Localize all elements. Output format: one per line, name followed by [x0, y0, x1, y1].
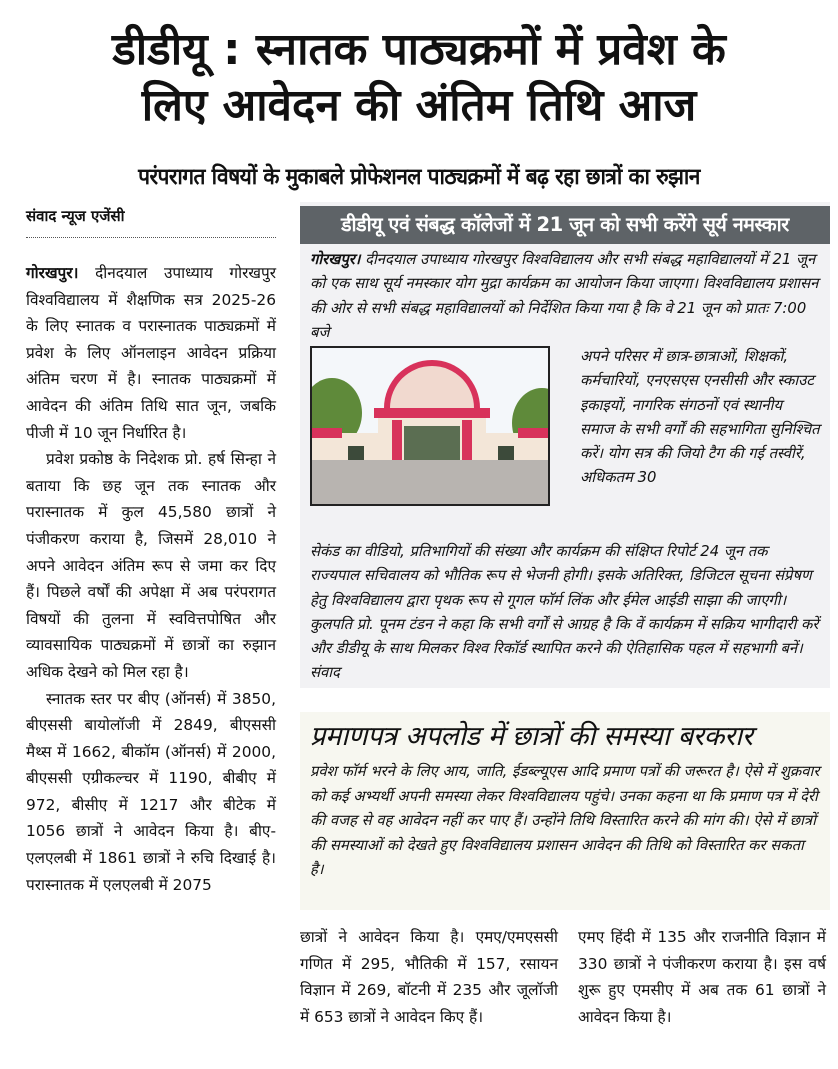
yoga-text-bottom: सेकंड का वीडियो, प्रतिभागियों की संख्या और कार्यक्रम की संक्षिप्त रिपोर्ट 24 जून तक राज्यपाल सचिवालय को भौतिक रूप से भेजनी होगी। इसके अतिरिक्त, डिजिटल सूचना संप्रेषण हेतु विश्वविद्यालय द्वारा पृथक रूप से गूगल फॉर्म लिंक और ईमेल आईडी साझा की जाएगी। कुलपति प्रो. पूनम टंडन ने कहा कि सभी वर्गों से आग्रह है कि वें कार्यक्रम में सक्रिय भागीदारी करें और डीडीयू के साथ मिलकर विश्व रिकॉर्ड स्थापित करने की ऐतिहासिक पहल में सहभागी बनें। संवाद — [310, 543, 819, 682]
university-gate-photo — [310, 346, 550, 506]
byline: संवाद न्यूज एजेंसी — [26, 205, 276, 238]
article-paragraph-2: प्रवेश प्रकोष्ठ के निदेशक प्रो. हर्ष सिन्हा ने बताया कि छह जून तक स्नातक और परास्नातक में कुल 45,580 छात्रों ने पंजीकरण कराया है, जिसमें 28,010 ने अपने आवेदन अंतिम रूप से जमा कर दिए हैं। पिछले वर्षों की अपेक्षा में अब परंपरागत विषयों की तुलना में स्ववित्तपोषित और व्यावसायिक पाठ्यक्रमों में छात्रों का रुझान अधिक देखने को मिल रहा है। — [26, 450, 276, 681]
subheadline: परंपरागत विषयों के मुकाबले प्रोफेशनल पाठ्यक्रमों में बढ़ रहा छात्रों का रुझान — [138, 164, 700, 190]
headline — [0, 22, 838, 134]
yoga-text-top-content: दीनदयाल उपाध्याय गोरखपुर विश्वविद्यालय और सभी संबद्ध महाविद्यालयों में 21 जून को एक साथ सूर्य नमस्कार योग मुद्रा कार्यक्रम का आयोजन किया जाएगा। विश्वविद्यालय प्रशासन की ओर से सभी संबद्ध महाविद्यालयों को निर्देशित किया गया है कि वे 21 जून को प्रातः 7:00 बजे — [310, 251, 819, 341]
dateline: गोरखपुर। — [26, 264, 79, 282]
main-article-column-3: एमए हिंदी में 135 और राजनीति विज्ञान में 330 छात्रों ने पंजीकरण कराया है। इस वर्ष शुरू हुए एमसीए में अब तक 61 छात्रों ने आवेदन किया है। — [578, 928, 826, 1026]
yoga-text-top — [310, 248, 820, 345]
yoga-box-title: डीडीयू एवं संबद्ध कॉलेजों में 21 जून को सभी करेंगे सूर्य नमस्कार — [300, 206, 830, 244]
certificate-box-body: प्रवेश फॉर्म भरने के लिए आय, जाति, ईडब्ल्यूएस आदि प्रमाण पत्रों की जरूरत है। ऐसे में शुक्रवार को कई अभ्यर्थी अपनी समस्या लेकर विश्वविद्यालय पहुंचे। उनका कहना था कि प्रमाण पत्र में देरी की वजह से वह आवेदन नहीं कर पाए हैं। उन्होंने तिथि विस्तारित करने की मांग की। ऐसे में छात्रों की समस्याओं को देखते हुए विश्वविद्यालय प्रशासन आवेदन की तिथि को विस्तारित कर सकता है। — [310, 763, 820, 878]
yoga-text-side: अपने परिसर में छात्र-छात्राओं, शिक्षकों, कर्मचारियों, एनएसएस एनसीसी और स्काउट इकाइयों, नागरिक संगठनों एवं स्थानीय समाज के सभी वर्गों की सहभागिता सुनिश्चित करें। योग सत्र की जियो टैग की गई तस्वीरें, अधिकतम 30 — [580, 348, 820, 487]
yoga-sidebar-box — [300, 202, 830, 688]
paragraph-text: दीनदयाल उपाध्याय गोरखपुर विश्वविद्यालय में शैक्षणिक सत्र 2025-26 के लिए स्नातक व परास्नातक पाठ्यक्रमों में प्रवेश के लिए ऑनलाइन आवेदन प्रक्रिया अंतिम चरण में है। स्नातक पाठ्यक्रमों में आवेदन की अंतिम तिथि सात जून, जबकि पीजी में 10 जून निर्धारित है। — [26, 264, 276, 442]
certificate-sidebar-box — [300, 712, 830, 910]
article-paragraph-1 — [26, 260, 276, 446]
headline-line-1: डीडीयू : स्नातक पाठ्यक्रमों में प्रवेश के — [112, 24, 726, 75]
headline-line-2: लिए आवेदन की अंतिम तिथि आज — [141, 80, 697, 131]
article-paragraph-3: स्नातक स्तर पर बीए (ऑनर्स) में 3850, बीएससी बायोलॉजी में 2849, बीएससी मैथ्स में 1662, बीकॉम (ऑनर्स) में 2000, बीएससी एग्रीकल्चर में 1190, बीबीए में 972, बीसीए में 1217 और बीटेक में 1056 छात्रों ने आवेदन किया है। बीए-एलएलबी में 1861 छात्रों ने रुचि दिखाई है। परास्नातक में एलएलबी में 2075 — [26, 689, 276, 894]
main-article-column-2: छात्रों ने आवेदन किया है। एमए/एमएससी गणित में 295, भौतिकी में 157, रसायन विज्ञान में 269, बॉटनी में 235 और जूलॉजी में 653 छात्रों ने आवेदन किए हैं। — [300, 928, 558, 1026]
certificate-box-title: प्रमाणपत्र अपलोड में छात्रों की समस्या बरकरार — [310, 721, 753, 752]
main-article-column-1 — [26, 260, 276, 898]
yoga-dateline: गोरखपुर। — [310, 251, 361, 268]
